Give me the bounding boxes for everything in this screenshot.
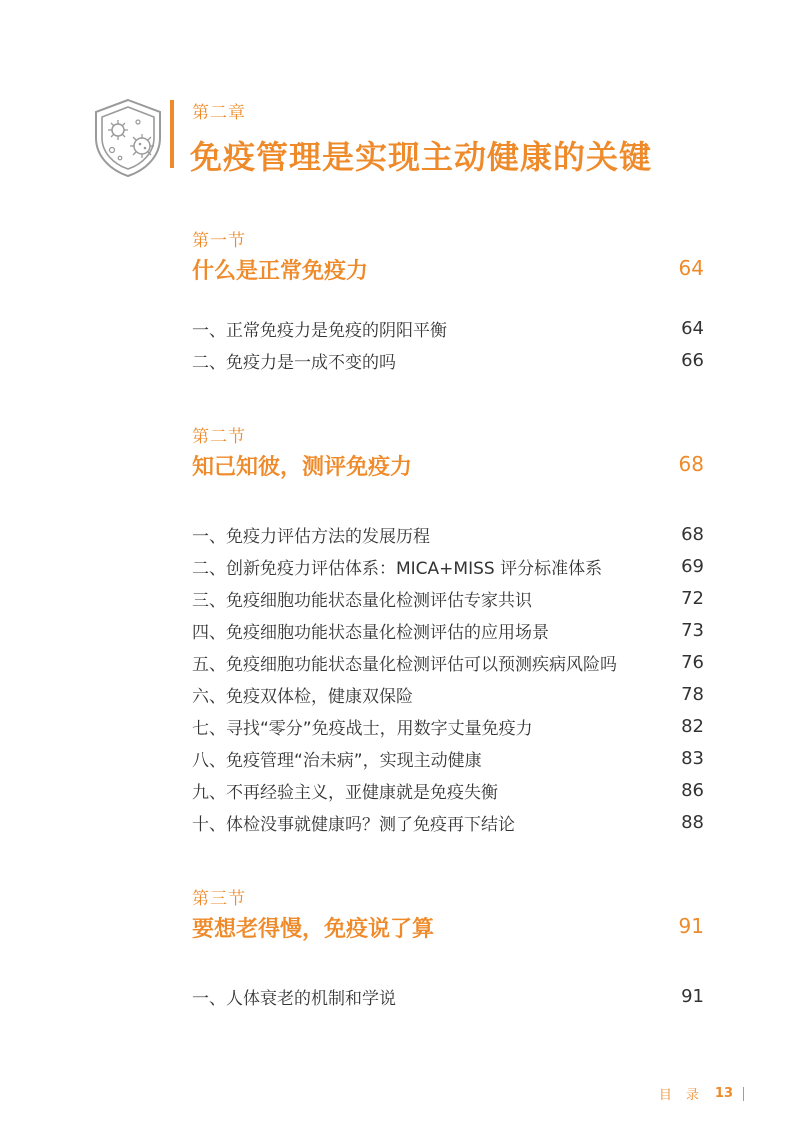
section-label: 第三节 xyxy=(192,889,246,909)
toc-entry-title: 三、免疫细胞功能状态量化检测评估专家共识 xyxy=(192,590,532,611)
toc-entry[interactable] xyxy=(192,647,704,677)
toc-entry-page: 76 xyxy=(681,651,704,673)
section-page-number: 64 xyxy=(678,256,704,280)
section-label: 第一节 xyxy=(192,231,246,251)
toc-entry-page: 91 xyxy=(681,985,704,1007)
section-title[interactable]: 知己知彼，测评免疫力 xyxy=(192,455,413,480)
toc-entry-title: 五、免疫细胞功能状态量化检测评估可以预测疾病风险吗 xyxy=(192,654,617,675)
toc-entry-page: 69 xyxy=(681,555,704,577)
toc-entry-page: 73 xyxy=(681,619,704,641)
chapter-accent-bar xyxy=(170,100,174,168)
section-label: 第二节 xyxy=(192,427,246,447)
toc-entry[interactable] xyxy=(192,743,704,773)
toc-entry-page: 86 xyxy=(681,779,704,801)
section-page-number: 91 xyxy=(678,914,704,938)
toc-entry[interactable] xyxy=(192,981,704,1011)
toc-entry-title: 二、免疫力是一成不变的吗 xyxy=(192,352,396,373)
toc-entry-title: 一、人体衰老的机制和学说 xyxy=(192,988,396,1009)
toc-entry-page: 82 xyxy=(681,715,704,737)
shield-virus-icon xyxy=(88,96,168,180)
toc-entry[interactable] xyxy=(192,583,704,613)
section-page-number: 68 xyxy=(678,452,704,476)
toc-entry-page: 66 xyxy=(681,349,704,371)
toc-entry-page: 72 xyxy=(681,587,704,609)
section-title[interactable]: 什么是正常免疫力 xyxy=(192,259,369,284)
toc-entry-title: 四、免疫细胞功能状态量化检测评估的应用场景 xyxy=(192,622,549,643)
footer-divider xyxy=(743,1087,744,1101)
section-title[interactable]: 要想老得慢，免疫说了算 xyxy=(192,917,435,942)
toc-entry-title: 一、正常免疫力是免疫的阴阳平衡 xyxy=(192,320,447,341)
toc-entry-title: 二、创新免疫力评估体系：MICA+MISS 评分标准体系 xyxy=(192,558,603,579)
page-footer xyxy=(659,1084,744,1103)
toc-entry[interactable] xyxy=(192,679,704,709)
toc-entry-title: 一、免疫力评估方法的发展历程 xyxy=(192,526,430,547)
footer-label: 目录 xyxy=(658,1088,713,1103)
chapter-label: 第二章 xyxy=(192,103,246,123)
toc-entry-page: 64 xyxy=(681,317,704,339)
toc-entry-title: 十、体检没事就健康吗？测了免疫再下结论 xyxy=(192,814,515,835)
toc-entry-title: 八、免疫管理“治未病”，实现主动健康 xyxy=(192,750,482,771)
toc-entry-page: 83 xyxy=(681,747,704,769)
toc-entry-page: 88 xyxy=(681,811,704,833)
chapter-title: 免疫管理是实现主动健康的关键 xyxy=(190,138,653,176)
toc-entry-title: 六、免疫双体检，健康双保险 xyxy=(192,686,413,707)
toc-entry[interactable] xyxy=(192,711,704,741)
footer-page-number: 13 xyxy=(714,1086,733,1101)
toc-entry[interactable] xyxy=(192,551,704,581)
toc-entry-title: 九、不再经验主义，亚健康就是免疫失衡 xyxy=(192,782,498,803)
toc-entry-title: 七、寻找“零分”免疫战士，用数字丈量免疫力 xyxy=(192,718,533,739)
toc-entry[interactable] xyxy=(192,345,704,375)
toc-entry[interactable] xyxy=(192,519,704,549)
toc-entry-page: 78 xyxy=(681,683,704,705)
toc-entry[interactable] xyxy=(192,615,704,645)
toc-entry[interactable] xyxy=(192,807,704,837)
toc-entry-page: 68 xyxy=(681,523,704,545)
toc-entry[interactable] xyxy=(192,313,704,343)
toc-entry[interactable] xyxy=(192,775,704,805)
